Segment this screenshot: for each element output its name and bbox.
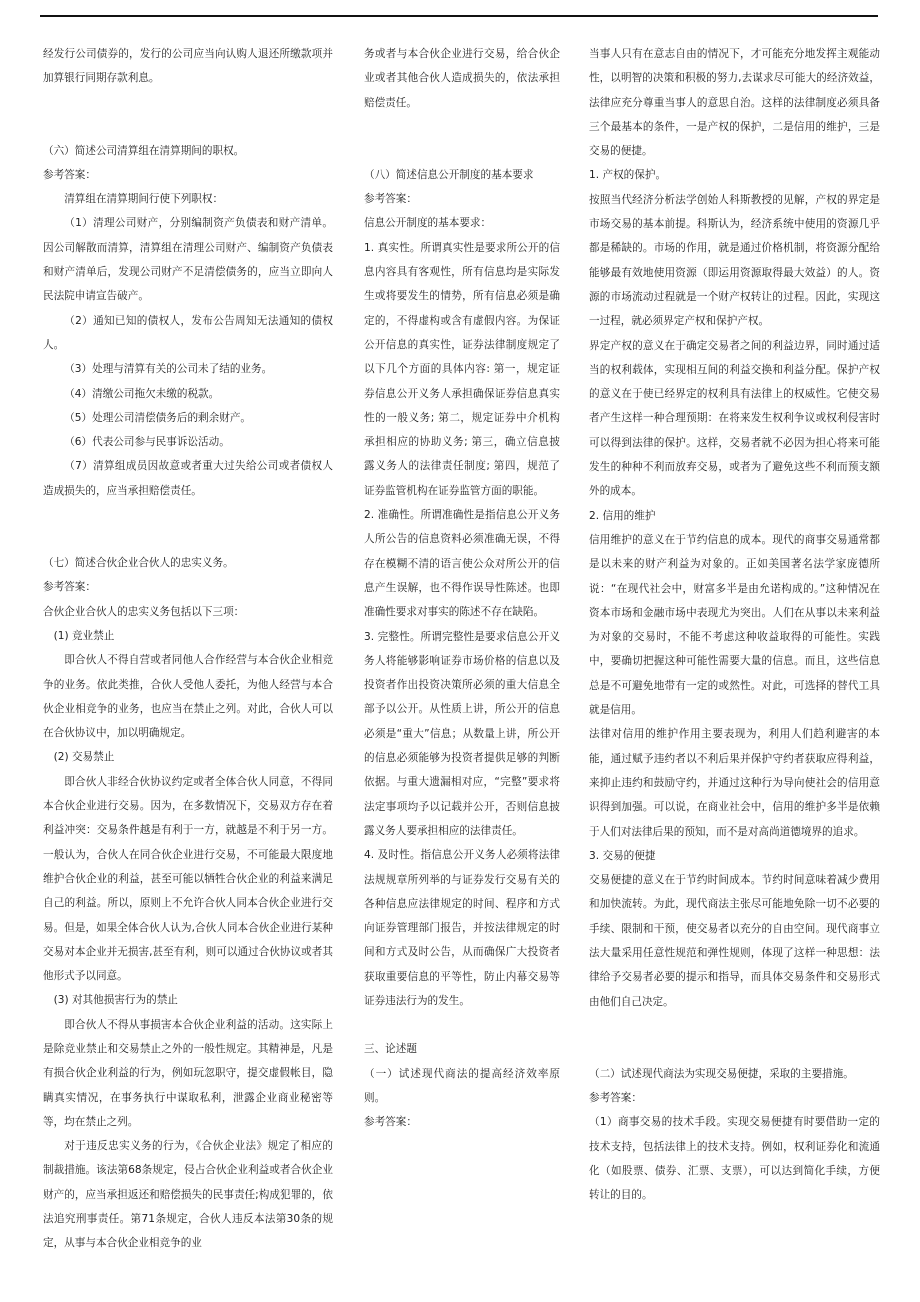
list-item: （3）处理与清算有关的公司未了结的业务。 [64,363,273,376]
list-item: （6）代表公司参与民事诉讼活动。 [64,436,230,449]
paragraph: 即合伙人非经合伙协议约定或者全体合伙人同意，不得同本合伙企业进行交易。因为，在多数情况下，交易双方存在着利益冲突：交易条件越是有利于一方，就越是不利于另一方。一般认为，合伙人在同合伙企业进行交易，不可能最大限度地维护合伙企业的利益，甚至可能以牺牲合伙企业的利益来满足自己的利益。所以，原则上不允许合伙人同本合伙企业进行交易。但是，如果全体合伙人认为,合伙人同本合伙企业进行某种交易对本企业并无损害,甚至有利，则可以通过合伙协议或者其他形式予以同意。 [43,775,333,983]
sub-heading: 1. 产权的保护。 [589,169,667,182]
paragraph: 对于违反忠实义务的行为，《合伙企业法》规定了相应的制裁措施。该法第68条规定，侵占合伙企业利益或者合伙企业财产的，应当承担返还和赔偿损失的民事责任;构成犯罪的，依法追究刑事责任。第71条规定，合伙人违反本法第30条的规定，从事与本合伙企业相竞争的业 [43,1140,333,1250]
list-item: （2）通知已知的债权人，发布公告周知无法通知的债权人。 [43,314,333,351]
list-item: （7）清算组成员因故意或者重大过失给公司或者债权人造成损失的，应当承担赔偿责任。 [43,460,333,497]
paragraph: 务或者与本合伙企业进行交易，给合伙企业或者其他合伙人造成损失的，依法承担赔偿责任。 [364,48,560,109]
paragraph: 1. 真实性。所谓真实性是要求所公开的信息内容具有客观性，所有信息均是实际发生或将要发生的情势，所有信息必须是确定的，不得虚构或含有虚假内容。为保证公开信息的真实性，证券法律制度规定了以下几个方面的具体内容: 第一，规定证券信息公开义务人承担确保证券信息真实性的一般义务; 第二，规定证券中介机构承担相应的协助义务; 第三，确立信息披露义务人的法律责任制度; 第四，规范了证券监管机构在证券监管方面的职能。 [364,241,560,497]
list-item: （4）清缴公司拖欠未缴的税款。 [64,387,220,400]
column-left [43,42,333,1256]
paragraph: 信用维护的意义在于节约信息的成本。现代的商事交易通常都是以未来的财产利益为对象的。正如美国著名法学家庞德所说：“在现代社会中，财富多半是由允诺构成的。”这种情况在资本市场和金融市场中表现尤为突出。人们在从事以未来利益为对象的交易时，不能不考虑这种收益取得的可能性。实践中，要确切把握这种可能性需要大量的信息。而且，这些信息总是不可避免地带有一定的或然性。对此，可选择的替代工具就是信用。 [589,533,880,717]
paragraph: 清算组在清算期间行使下列职权： [64,193,224,206]
question-heading: （六）简述公司清算组在清算期间的职权。 [43,144,245,157]
paragraph: 即合伙人不得自营或者同他人合作经营与本合伙企业相竞争的业务。依此类推，合伙人受他人委托，为他人经营与本合伙企业相竞争的业务，也应当在禁止之列。对此，合伙人可以在合伙协议中，加以明确规定。 [43,654,333,740]
header-rule [40,15,878,17]
paragraph: （1）商事交易的技术手段。实现交易便捷有时要借助一定的技术支持，包括法律上的技术支持。例如，权利证券化和流通化（如股票、债券、汇票、支票），可以达到简化手续，方便转让的目的。 [589,1116,880,1202]
column-right [589,42,880,1208]
sub-heading: (2) 交易禁止 [53,751,115,764]
paragraph: 合伙企业合伙人的忠实义务包括以下三项： [43,605,245,618]
list-item: （1）清理公司财产，分别编制资产负债表和财产清单。因公司解散而清算，清算组在清理公司财产、编制资产负债表和财产清单后，发现公司财产不足清偿债务的，应当立即向人民法院申请宣告破产。 [43,217,333,303]
question-heading: （八）简述信息公开制度的基本要求 [364,168,534,181]
sub-heading: (3) 对其他损害行为的禁止 [53,994,178,1007]
answer-label: 参考答案： [43,581,96,594]
section-heading: 三、论述题 [364,1043,417,1056]
answer-label: 参考答案： [43,168,96,181]
column-middle [364,42,560,1134]
question-heading: （一）试述现代商法的提高经济效率原则。 [364,1067,560,1104]
sub-heading: 3. 交易的便捷 [589,849,656,862]
paragraph: 交易便捷的意义在于节约时间成本。节约时间意味着减少费用和加快流转。为此，现代商法主张尽可能地免除一切不必要的手续、限制和干预，使交易者以充分的自由空间。现代商事立法大量采用任意性规范和弹性规则，体现了这样一种思想：法律给予交易者必要的提示和指导，而具体交易条件和交易形式由他们自己决定。 [589,874,880,1008]
sub-heading: 2. 信用的维护 [589,509,656,522]
paragraph: 经发行公司债券的，发行的公司应当向认购人退还所缴款项并加算银行同期存款利息。 [43,48,333,85]
paragraph: 3. 完整性。所谓完整性是要求信息公开义务人将能够影响证券市场价格的信息以及投资者作出投资决策所必须的重大信息全部予以公开。从性质上讲，所公开的信息必须是“重大”信息；从数量上讲，所公开的信息必须能够为投资者提供足够的判断依据。与重大遗漏相对应，“完整”要求将法定事项均予以记载并公开，否则信息披露义务人要承担相应的法律责任。 [364,630,560,837]
paragraph: 当事人只有在意志自由的情况下，才可能充分地发挥主观能动性，以明智的决策和积极的努力,去谋求尽可能大的经济效益，法律应充分尊重当事人的意思自治。这样的法律制度必须具备三个最基本的条件，一是产权的保护，二是信用的维护，三是交易的便捷。 [589,48,880,158]
answer-label: 参考答案： [364,1116,417,1129]
paragraph: 界定产权的意义在于确定交易者之间的利益边界，同时通过适当的权利载体，实现相互间的利益交换和利益分配。保护产权的意义在于使已经界定的权利具有法律上的权威性。它使交易者产生这样一种合理预期：在将来发生权利争议或权利侵害时可以得到法律的保护。这样，交易者就不必因为担心将来可能发生的种种不利而放弃交易，或者为了避免这些不利而预支额外的成本。 [589,339,880,498]
paragraph: 信息公开制度的基本要求： [364,217,492,230]
sub-heading: (1) 竞业禁止 [53,629,115,642]
paragraph: 2. 准确性。所谓准确性是指信息公开义务人所公告的信息资料必须准确无误，不得存在模糊不清的语言使公众对所公开的信息产生误解，也不得作误导性陈述。也即准确性要求对事实的陈述不存在缺陷。 [364,509,560,619]
list-item: （5）处理公司清偿债务后的剩余财产。 [64,411,252,424]
paragraph: 4. 及时性。指信息公开义务人必须将法律法规规章所列举的与证券发行交易有关的各种信息应法律规定的时间、程序和方式向证券管理部门报告，并按法律规定的时间和方式及时公告，从而确保广大投资者获取重要信息的平等性，防止内幕交易等证券违法行为的发生。 [364,849,560,1007]
answer-label: 参考答案： [364,193,417,206]
paragraph: 按照当代经济分析法学创始人科斯教授的见解，产权的界定是市场交易的基本前提。科斯认为，经济系统中使用的资源几乎都是稀缺的。市场的作用，就是通过价格机制，将资源分配给能够最有效地使用资源（即运用资源取得最大效益）的人。资源的市场流动过程就是一个财产权转让的过程。因此，实现这一过程，就必须界定产权和保护产权。 [589,193,880,328]
paragraph: 即合伙人不得从事损害本合伙企业利益的活动。这实际上是除竞业禁止和交易禁止之外的一般性规定。其精神是，凡是有损合伙企业利益的行为，例如玩忽职守，提交虚假帐目，隐瞒真实情况，在事务执行中谋取私利，泄露企业商业秘密等等，均在禁止之列。 [43,1018,333,1128]
question-heading: （七）简述合伙企业合伙人的忠实义务。 [43,557,234,570]
question-heading: （二）试述现代商法为实现交易便捷，采取的主要措施。 [589,1067,854,1080]
answer-label: 参考答案： [589,1092,642,1105]
paragraph: 法律对信用的维护作用主要表现为，利用人们趋利避害的本能，通过赋予违约者以不利后果并保护守约者获取应得利益，来抑止违约和鼓励守约，并通过这种行为导向使社会的信用意识得到加强。可以说，在商业社会中，信用的维护多半是依赖于人们对法律后果的预知，而不是对高尚道德境界的追求。 [589,728,880,838]
